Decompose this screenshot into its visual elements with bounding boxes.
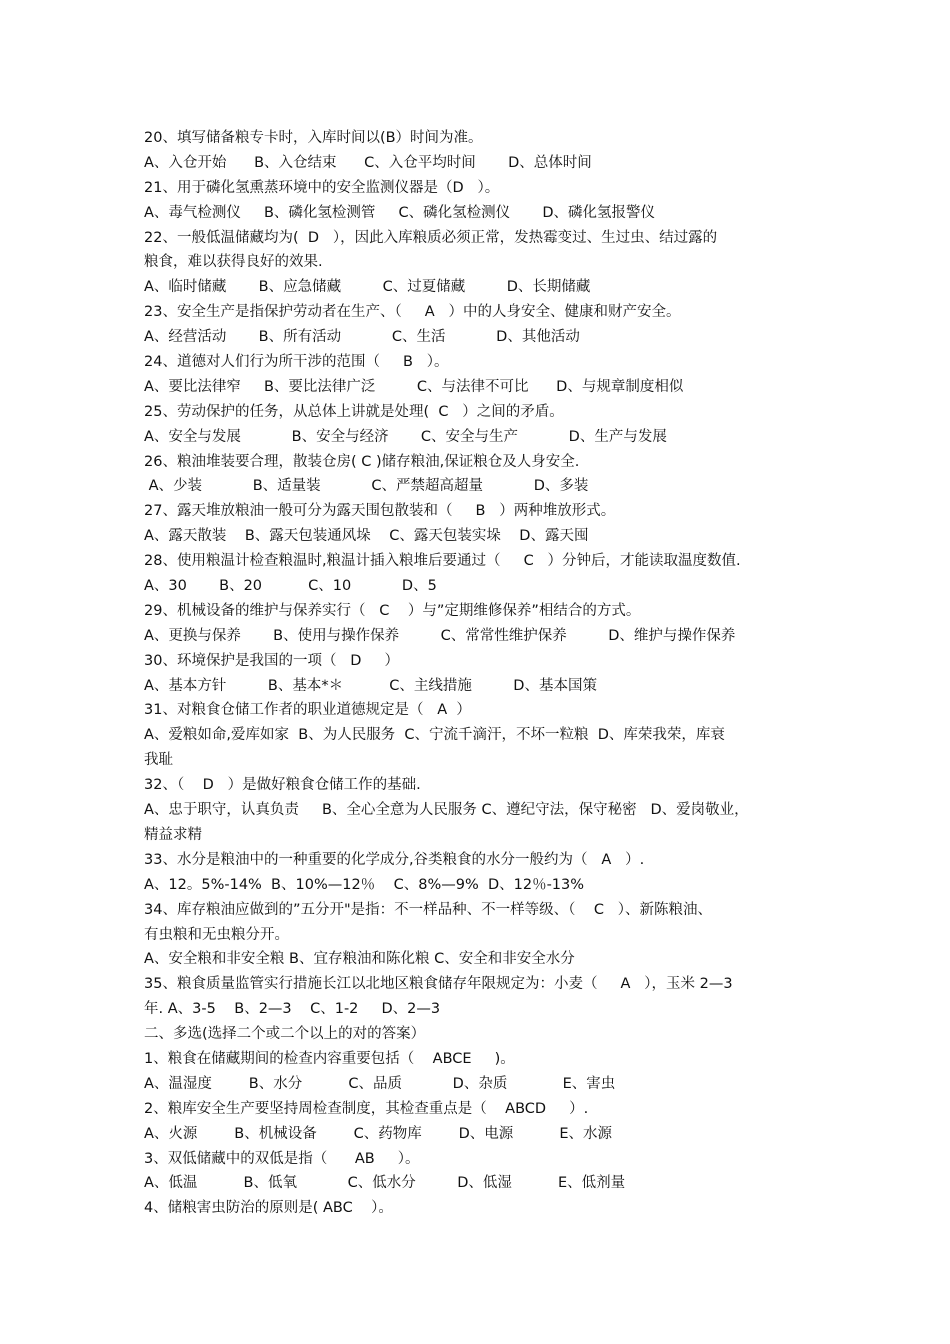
question-23: 23、安全生产是指保护劳动者在生产、（ A ）中的人身安全、健康和财产安全。	[144, 304, 681, 321]
multi-question-4: 4、储粮害虫防治的原则是( ABC ）。	[144, 1200, 393, 1217]
multi-question-1: 1、粮食在储藏期间的检查内容重要包括（ ABCE )。	[144, 1050, 515, 1067]
question-30-options: A、基本方针 B、基本*＊ C、主线措施 D、基本国策	[144, 677, 597, 694]
multi-question-2-options: A、火源 B、机械设备 C、药物库 D、电源 E、水源	[144, 1125, 613, 1142]
question-30: 30、环境保护是我国的一项（ D ）	[144, 652, 399, 669]
question-33-options: A、12。5%-14% B、10%—12％ C、8%—9% D、12％-13%	[144, 876, 585, 893]
question-23-options: A、经营活动 B、所有活动 C、生活 D、其他活动	[144, 329, 580, 346]
question-35-options: 年. A、3-5 B、2—3 C、1-2 D、2—3	[144, 1001, 441, 1018]
question-22-continued: 粮食，难以获得良好的效果.	[144, 254, 323, 271]
question-31: 31、对粮食仓储工作者的职业道德规定是（ A ）	[144, 702, 471, 719]
question-28: 28、使用粮温计检查粮温时,粮温计插入粮堆后要通过（ C ）分钟后，才能读取温度数值.	[144, 553, 741, 570]
question-34-continued: 有虫粮和无虫粮分开。	[144, 926, 289, 943]
question-27: 27、露天堆放粮油一般可分为露天围包散装和（ B ）两种堆放形式。	[144, 503, 616, 520]
question-25-options: A、安全与发展 B、安全与经济 C、安全与生产 D、生产与发展	[144, 428, 667, 445]
question-29: 29、机械设备的维护与保养实行（ C ）与”定期维修保养”相结合的方式。	[144, 602, 641, 619]
question-27-options: A、露天散装 B、露天包装通风垛 C、露天包装实垛 D、露天囤	[144, 528, 589, 545]
question-24-options: A、要比法律窄 B、要比法律广泛 C、与法律不可比 D、与规章制度相似	[144, 378, 684, 395]
section-heading-multiple-choice: 二、多选(选择二个或二个以上的对的答案）	[144, 1026, 426, 1043]
question-34-options: A、安全粮和非安全粮 B、宜存粮油和陈化粮 C、安全和非安全水分	[144, 951, 575, 968]
question-26: 26、粮油堆装要合理，散装仓房( C )储存粮油,保证粮仓及人身安全.	[144, 453, 580, 470]
question-29-options: A、更换与保养 B、使用与操作保养 C、常常性维护保养 D、维护与操作保养	[144, 627, 736, 644]
multi-question-3: 3、双低储藏中的双低是指（ AB ）。	[144, 1150, 420, 1167]
document-page	[144, 126, 824, 1221]
multi-question-2: 2、粮库安全生产要坚持周检查制度，其检查重点是（ ABCD ）.	[144, 1100, 589, 1117]
question-26-options: A、少装 B、适量装 C、严禁超高超量 D、多装	[144, 478, 589, 495]
multi-question-1-options: A、温湿度 B、水分 C、品质 D、杂质 E、害虫	[144, 1075, 616, 1092]
question-32-options: A、忠于职守，认真负责 B、全心全意为人民服务 C、遵纪守法，保守秘密 D、爱岗敬业，	[144, 802, 749, 819]
question-24: 24、道德对人们行为所干涉的范围（ B ）。	[144, 354, 449, 371]
question-34: 34、库存粮油应做到的”五分开"是指：不一样品种、不一样等级、（ C ）、新陈粮油、	[144, 901, 713, 918]
question-33: 33、水分是粮油中的一种重要的化学成分,谷类粮食的水分一般约为（ A ）.	[144, 851, 645, 868]
question-21: 21、用于磷化氢熏蒸环境中的安全监测仪器是（D ）。	[144, 179, 500, 196]
question-31-options: A、爱粮如命,爱库如家 B、为人民服务 C、宁流千滴汗，不坏一粒粮 D、库荣我荣，库衰	[144, 727, 725, 744]
question-32-options-continued: 精益求精	[144, 826, 202, 843]
question-20: 20、填写储备粮专卡时，入库时间以(B）时间为准。	[144, 130, 483, 146]
question-31-options-continued: 我耻	[144, 752, 173, 769]
question-20-options: A、入仓开始 B、入仓结束 C、入仓平均时间 D、总体时间	[144, 154, 592, 171]
question-22-options: A、临时储藏 B、应急储藏 C、过夏储藏 D、长期储藏	[144, 279, 591, 296]
question-32: 32、（ D ）是做好粮食仓储工作的基础.	[144, 777, 421, 794]
question-22: 22、一般低温储藏均为( D ），因此入库粮质必须正常，发热霉变过、生过虫、结过露的	[144, 229, 718, 246]
question-25: 25、劳动保护的任务，从总体上讲就是处理( C ）之间的矛盾。	[144, 403, 564, 420]
question-28-options: A、30 B、20 C、10 D、5	[144, 578, 437, 595]
question-35: 35、粮食质量监管实行措施长江以北地区粮食储存年限规定为：小麦（ A ），玉米 2—3	[144, 976, 733, 993]
multi-question-3-options: A、低温 B、低氧 C、低水分 D、低湿 E、低剂量	[144, 1175, 626, 1192]
question-21-options: A、毒气检测仪 B、磷化氢检测管 C、磷化氢检测仪 D、磷化氢报警仪	[144, 204, 656, 221]
